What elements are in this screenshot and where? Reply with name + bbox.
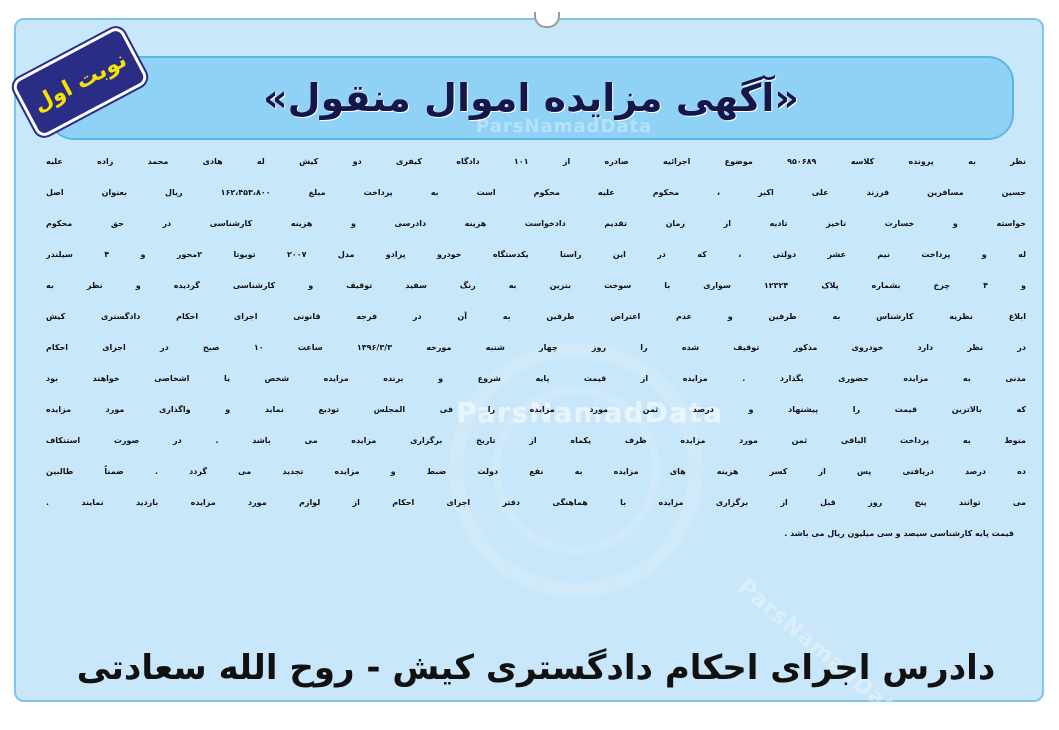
- notice-body: [46, 146, 1026, 549]
- body-line: مدنی به مزایده حضوری بگذارد . مزایده از قیمت پایه شروع و برنده مزایده شخص یا اشخاصی خواهند بود: [46, 374, 1026, 383]
- notice-title: «آگهی مزایده اموال منقول»: [263, 76, 799, 120]
- body-line: و ۴ چرخ بشماره پلاک ۱۲۳۲۴ سواری با سوخت بنزین به رنگ سفید توقیف و کارشناسی گردیده و نظر به: [46, 281, 1026, 290]
- title-banner: [48, 56, 1014, 140]
- hanger-icon: [534, 12, 560, 28]
- body-line: می توانند پنج روز قبل از برگزاری مزایده با هماهنگی دفتر اجرای احکام از لوازم مورد مزایده بازدید نمایند .: [46, 498, 1026, 507]
- body-line: ابلاغ نظریه کارشناس به طرفین و عدم اعتراض طرفین به آن در فرجه قانونی اجرای احکام دادگستری کیش: [46, 312, 1026, 321]
- signature-block: [46, 636, 1026, 700]
- watermark-text: ParsNamadData: [476, 116, 653, 137]
- body-line: ده درصد دریافتی پس از کسر هزینه های مزایده به نفع دولت ضبط و مزایده تجدید می گردد . ضمناً طالبین: [46, 467, 1026, 476]
- signature-text: دادرس اجرای احکام دادگستری کیش - روح الله سعادتی: [76, 648, 996, 688]
- body-line: در نظر دارد خودروی مذکور توقیف شده را روز چهار شنبه مورخه ۱۳۹۶/۳/۳ ساعت ۱۰ صبح در اجرای احکام: [46, 343, 1026, 352]
- watermark-text: ParsNamadData: [732, 574, 912, 730]
- body-line: له و پرداخت نیم عشر دولتی ، که در این راستا یکدستگاه خودرو پرادو مدل ۲۰۰۷ تویوتا ۲محور و ۴ سیلندر: [46, 250, 1026, 259]
- notice-panel: [14, 18, 1044, 730]
- watermark-text: ParsNamadData: [456, 396, 723, 429]
- body-line: خواسته و خسارت تاخیر تادیه از زمان تقدیم دادخواست هزینه دادرسی و هزینه کارشناسی در حق محکوم: [46, 219, 1026, 228]
- body-line: منوط به پرداخت الباقی ثمن مورد مزایده ظرف یکماه از تاریخ برگزاری مزایده می باشد . در صورت استنکاف: [46, 436, 1026, 445]
- body-line: نظر به پرونده کلاسه ۹۵۰۶۸۹ موضوع اجرائیه صادره از ۱۰۱ دادگاه کیفری دو کیش له هادی محمد زاده علیه: [46, 157, 1026, 166]
- body-line: حسین مسافرین فرزند علی اکبر ، محکوم علیه محکوم است به پرداخت مبلغ ۱۶۲،۴۵۳،۸۰۰ ریال بعنوان اصل: [46, 188, 1026, 197]
- body-line: قیمت پایه کارشناسی سیصد و سی میلیون ریال می باشد .: [784, 529, 1014, 538]
- body-line: که بالاترین قیمت را پیشنهاد و درصد ثمن مورد مزایده را فی المجلس تودیع نماید و واگذاری مورد مزایده: [46, 405, 1026, 414]
- badge-label: نوبت اول: [29, 47, 131, 117]
